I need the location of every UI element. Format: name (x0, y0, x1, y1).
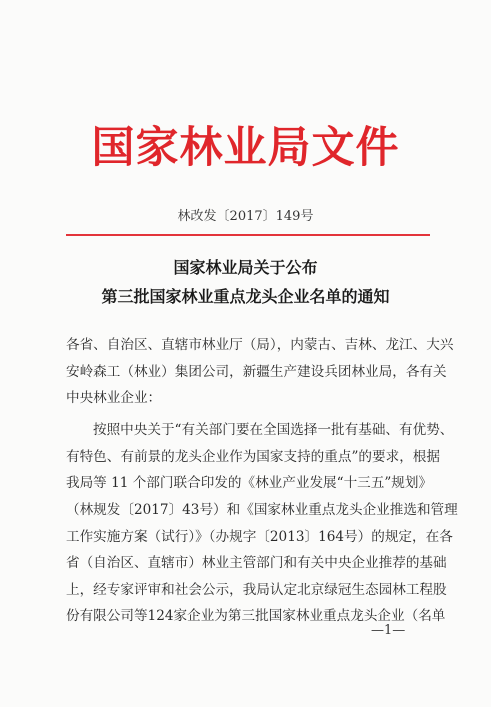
subject-line-1: 国家林业局关于公布 (173, 258, 318, 277)
body-line: 上，经专家评审和社会公示，我局认定北京绿冠生态园林工程股 (66, 582, 447, 598)
subject-line-2: 第三批国家林业重点龙头企业名单的通知 (101, 287, 390, 306)
body-line: 中央林业企业： (66, 390, 162, 406)
document-number: 林改发〔2017〕149号 (177, 209, 314, 224)
body-line: 我局等 11 个部门联合印发的《林业产业发展“十三五”规划》 (66, 475, 433, 491)
body-line: 省（自治区、直辖市）林业主管部门和有关中央企业推荐的基础 (66, 555, 447, 571)
body-line: 按照中央关于“有关部门要在全国选择一批有基础、有优势、 (93, 422, 454, 438)
red-divider-line (66, 234, 430, 236)
page-number: —1— (371, 623, 406, 638)
body-line: 各省、自治区、直辖市林业厅（局），内蒙古、吉林、龙江、大兴 (66, 337, 454, 353)
document-header-title: 国家林业局文件 (91, 123, 400, 173)
body-line: 有特色、有前景的龙头企业作为国家支持的重点”的要求，根据 (66, 449, 440, 465)
body-line: 份有限公司等124家企业为第三批国家林业重点龙头企业（名单 (66, 608, 446, 624)
body-line: 工作实施方案（试行）》（办规字〔2013〕164号）的规定，在各 (66, 529, 453, 545)
body-line: 安岭森工（林业）集团公司，新疆生产建设兵团林业局，各有关 (66, 364, 447, 380)
body-line: （林规发〔2017〕43号）和《国家林业重点龙头企业推选和管理 (66, 502, 458, 518)
